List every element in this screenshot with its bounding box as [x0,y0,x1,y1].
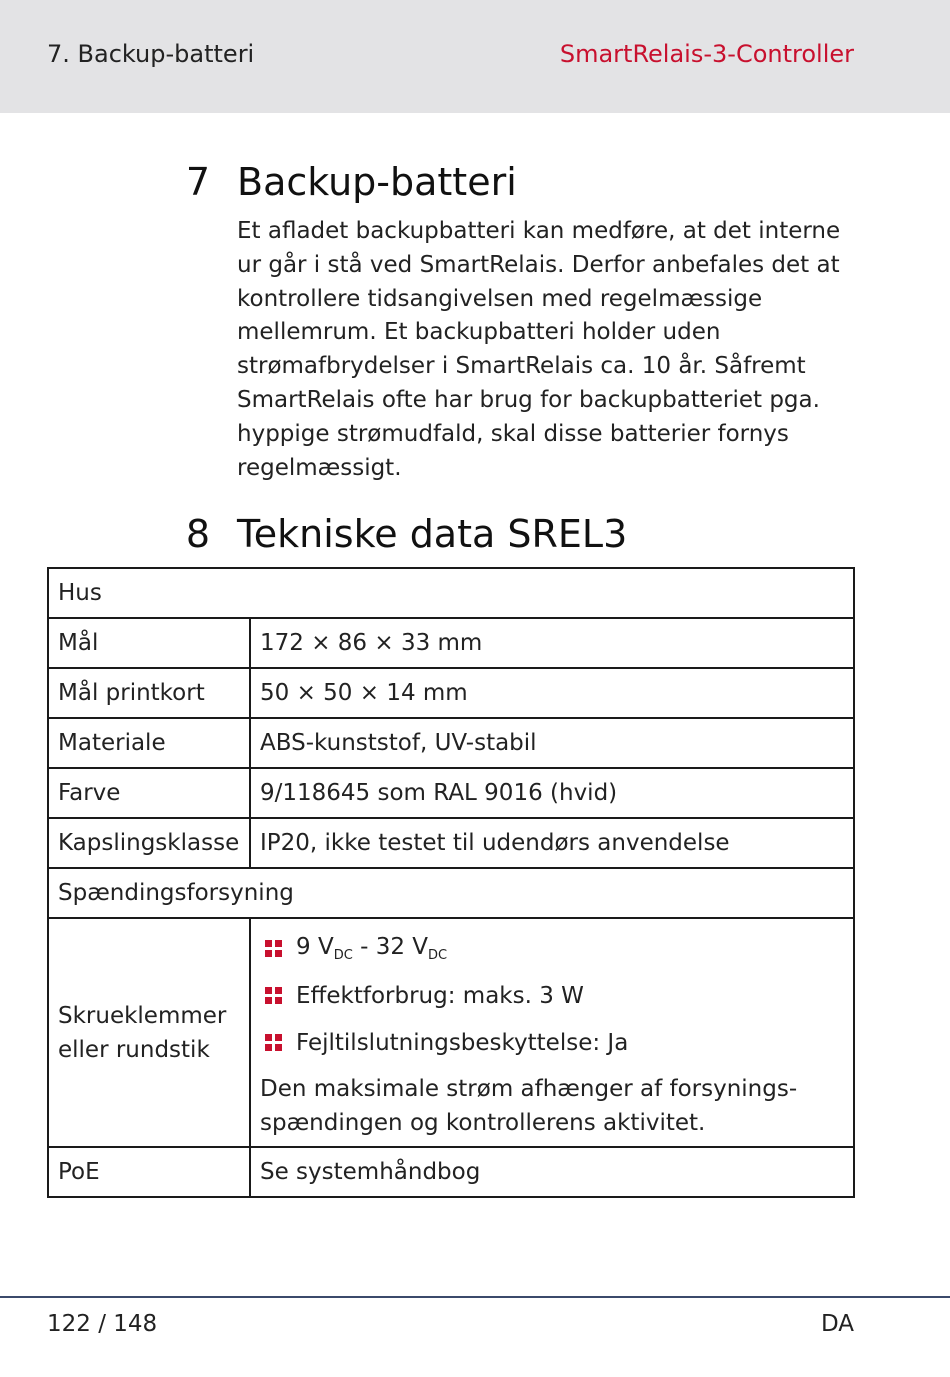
reverse-polarity-protection: Fejltilslutningsbeskyttelse: Ja [296,1029,629,1056]
footer-divider [0,1296,950,1298]
table-row [48,1147,854,1197]
voltage-min-sub: DC [333,948,353,963]
tech-data-table [47,567,855,1198]
row-value-maal-printkort: 50 × 50 × 14 mm [250,668,854,718]
row-value-maal: 172 × 86 × 33 mm [250,618,854,668]
table-row [48,818,854,868]
row-label-materiale: Materiale [48,718,250,768]
row-value-materiale: ABS-kunststof, UV-stabil [250,718,854,768]
table-row [48,868,854,918]
table-row [48,718,854,768]
table-row [48,768,854,818]
power-details [250,918,854,1147]
power-note: Den maksimale strøm afhænger af forsynings-spændingen og kontrollerens aktivitet. [260,1076,798,1136]
section-8-number: 8 [185,512,210,556]
voltage-max-sub: DC [428,948,448,963]
voltage-separator: - [352,934,376,960]
voltage-range [296,934,447,963]
list-item [260,1019,844,1066]
row-label-farve: Farve [48,768,250,818]
header-chapter: 7. Backup-batteri [47,40,255,68]
table-row [48,568,854,618]
row-value-poe: Se systemhåndbog [250,1147,854,1197]
section-7-number: 7 [185,160,210,204]
voltage-min: 9 V [296,934,334,960]
language-code: DA [820,1311,854,1337]
section-7-title: Backup-batteri [237,160,517,204]
power-consumption: Effektforbrug: maks. 3 W [296,982,584,1009]
list-item [260,925,844,972]
table-row [48,618,854,668]
header-product: SmartRelais-3-Controller [559,40,854,68]
voltage-max: 32 V [375,934,429,960]
power-bullet-list [260,925,844,1066]
row-label-maal-printkort: Mål printkort [48,668,250,718]
bullet-icon [265,940,282,957]
power-heading: Spændingsforsyning [48,868,854,918]
bullet-icon [265,987,282,1004]
row-label-maal: Mål [48,618,250,668]
table-row [48,668,854,718]
list-item [260,972,844,1019]
power-label: Skrueklemmer eller rundstik [48,918,250,1147]
bullet-icon [265,1034,282,1051]
section-8-title: Tekniske data SREL3 [237,512,628,556]
section-7-body: Et afladet backupbatteri kan medføre, at det interne ur går i stå ved SmartRelais. Derfor anbefales det at kontrollere tidsangivelsen med regelmæssige mellemrum. Et backupbatteri holder uden strømafbrydelser i SmartRelais ca. 10 år. Såfremt SmartRelais ofte har brug for backupbatteriet pga. hyppige strømudfald, skal disse batterier fornys regelmæssigt. [237,218,841,481]
row-value-kapslingsklasse: IP20, ikke testet til udendørs anvendelse [250,818,854,868]
row-label-poe: PoE [48,1147,250,1197]
row-label-kapslingsklasse: Kapslingsklasse [48,818,250,868]
row-value-farve: 9/118645 som RAL 9016 (hvid) [250,768,854,818]
page-number: 122 / 148 [47,1311,158,1337]
hus-heading: Hus [48,568,854,618]
table-row [48,918,854,1147]
